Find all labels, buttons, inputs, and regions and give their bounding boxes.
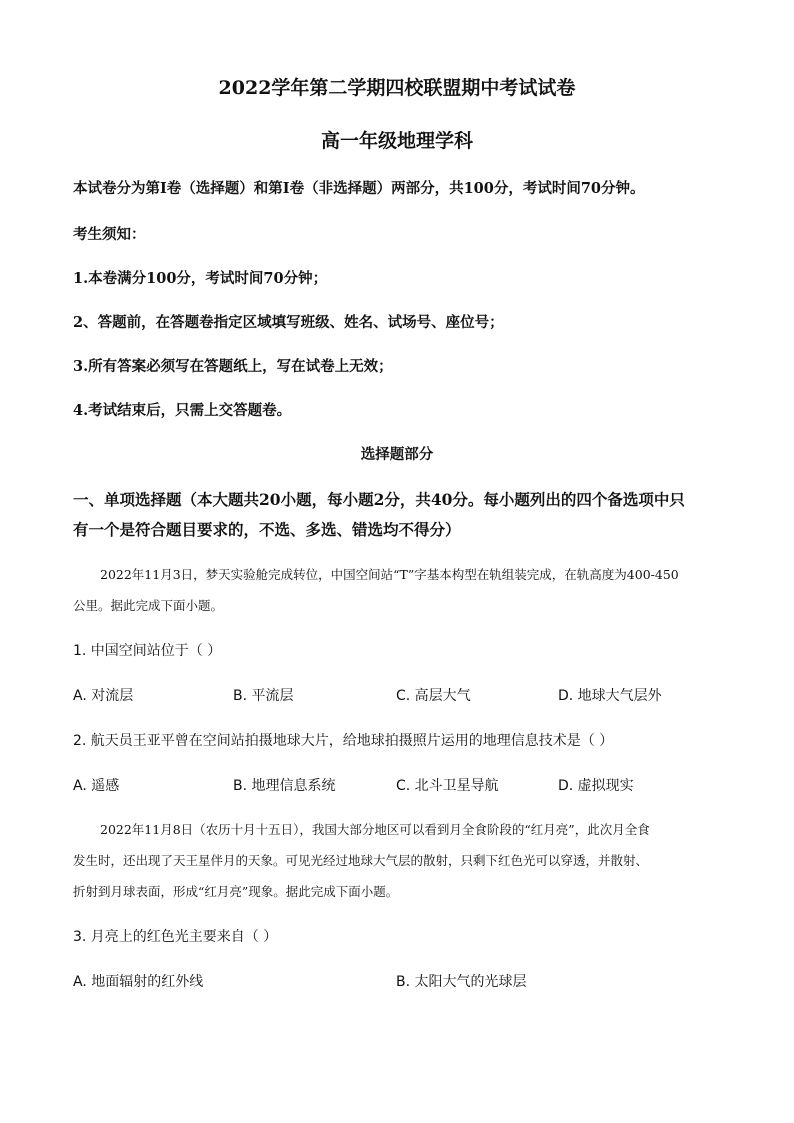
passage-text: 2022年11月8日（农历十月十五日），我国大部分地区可以看到月全食阶段的“红月亮”，此次月全食 [100, 822, 650, 837]
section-heading: 选择题部分 [360, 446, 434, 463]
option[interactable]: D. 虚拟现实 [558, 778, 634, 794]
page-title: 2022学年第二学期四校联盟期中考试试卷 [218, 77, 576, 99]
option[interactable]: D. 地球大气层外 [558, 688, 662, 704]
passage-text: 2022年11月3日，梦天实验舱完成转位，中国空间站“T”字基本构型在轨组装完成，在轨高度为400-450 [100, 567, 679, 582]
option[interactable]: C. 北斗卫星导航 [396, 778, 499, 794]
passage-text: 发生时，还出现了天王星伴月的天象。可见光经过地球大气层的散射，只剩下红色光可以穿透，并散射、 [73, 853, 649, 868]
notice-item: 4.考试结束后，只需上交答题卷。 [73, 402, 292, 419]
option[interactable]: C. 高层大气 [396, 688, 471, 704]
part-instructions: 一、单项选择题（本大题共20小题，每小题2分，共40分。每小题列出的四个备选项中只 [73, 490, 685, 509]
notice-item: 3.所有答案必须写在答题纸上，写在试卷上无效； [73, 358, 393, 375]
notice-title: 考生须知： [73, 226, 146, 243]
question-stem: 2. 航天员王亚平曾在空间站拍摄地球大片，给地球拍摄照片运用的地理信息技术是（ ） [73, 733, 614, 749]
question-stem: 3. 月亮上的红色光主要来自（ ） [73, 929, 278, 945]
notice-item: 1.本卷满分100分，考试时间70分钟； [73, 270, 328, 287]
intro-text: 本试卷分为第Ⅰ卷（选择题）和第Ⅰ卷（非选择题）两部分，共100分，考试时间70分钟。 [73, 180, 645, 197]
option[interactable]: B. 地理信息系统 [233, 778, 336, 794]
page-subtitle: 高一年级地理学科 [320, 130, 473, 152]
passage-text: 公里。据此完成下面小题。 [73, 598, 224, 613]
option[interactable]: B. 太阳大气的光球层 [396, 974, 527, 990]
option[interactable]: A. 对流层 [73, 688, 134, 704]
option[interactable]: A. 地面辐射的红外线 [73, 974, 204, 990]
passage-text: 折射到月球表面，形成“红月亮”现象。据此完成下面小题。 [73, 884, 399, 899]
question-stem: 1. 中国空间站位于（ ） [73, 643, 222, 659]
notice-item: 2、答题前，在答题卷指定区域填写班级、姓名、试场号、座位号； [73, 314, 504, 331]
option[interactable]: A. 遥感 [73, 778, 120, 794]
part-instructions: 有一个是符合题目要求的，不选、多选、错选均不得分） [73, 520, 461, 539]
option[interactable]: B. 平流层 [233, 688, 294, 704]
